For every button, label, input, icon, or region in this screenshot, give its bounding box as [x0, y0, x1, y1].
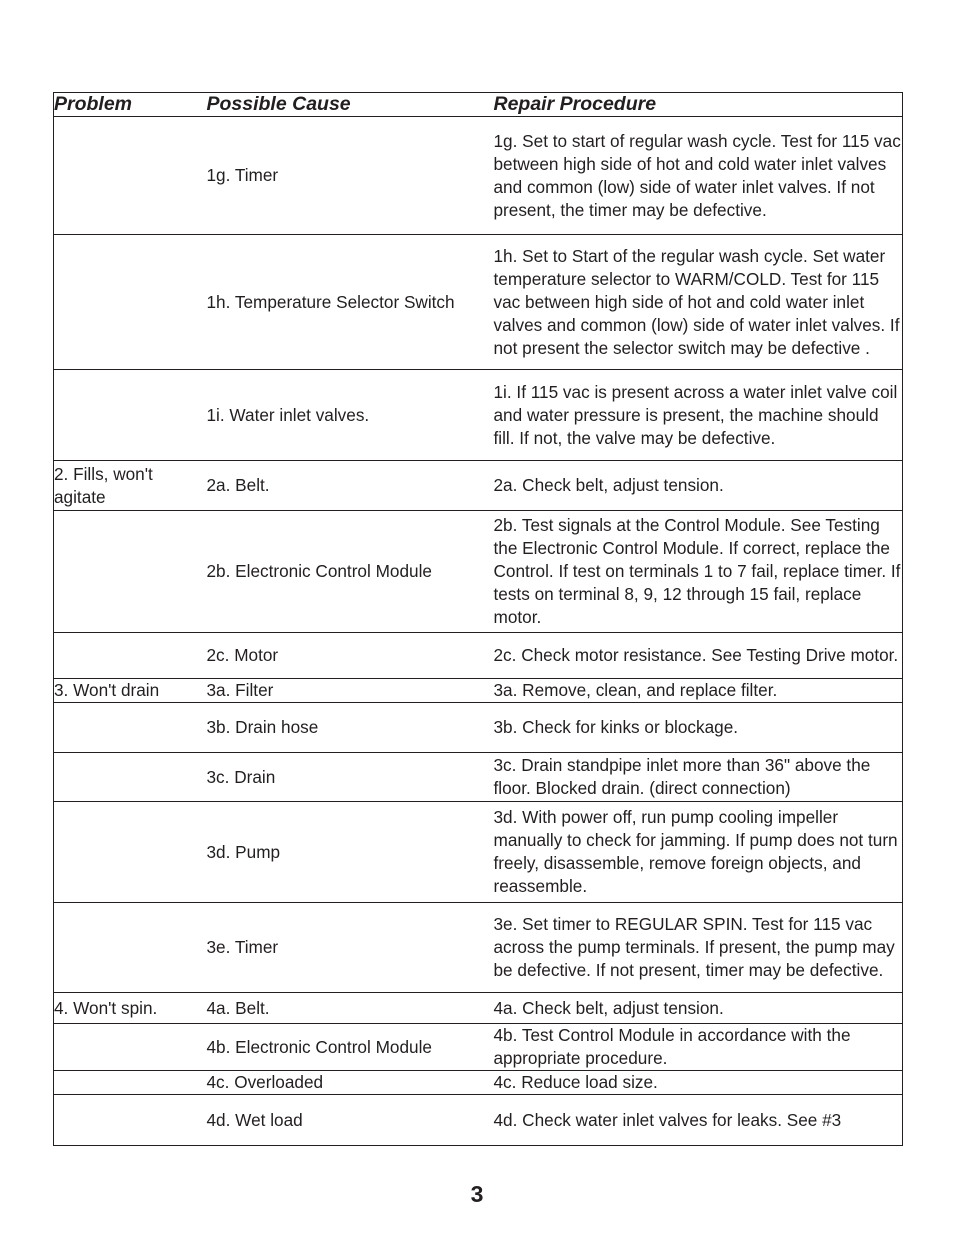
- problem-cell: [54, 802, 207, 903]
- cause-cell: 4b. Electronic Control Module: [207, 1024, 494, 1071]
- repair-cell: 3b. Check for kinks or blockage.: [494, 703, 903, 753]
- table-row: [54, 993, 903, 1024]
- repair-cell: 1i. If 115 vac is present across a water inlet valve coil and water pressure is present, the machine should fill. If not, the valve may be defective.: [494, 370, 903, 461]
- table-row: [54, 117, 903, 235]
- table-row: [54, 1071, 903, 1095]
- problem-cell: 2. Fills, won't agitate: [54, 461, 207, 511]
- problem-cell: [54, 903, 207, 993]
- cause-cell: 3d. Pump: [207, 802, 494, 903]
- repair-cell: 1g. Set to start of regular wash cycle. Test for 115 vac between high side of hot and cold water inlet valves and common (low) side of water inlet valves. If not present, the timer may be defective.: [494, 117, 903, 235]
- problem-cell: 4. Won't spin.: [54, 993, 207, 1024]
- table-row: [54, 633, 903, 679]
- problem-cell: [54, 703, 207, 753]
- cause-cell: 4d. Wet load: [207, 1095, 494, 1146]
- cause-cell: 2b. Electronic Control Module: [207, 511, 494, 633]
- repair-cell: 4a. Check belt, adjust tension.: [494, 993, 903, 1024]
- cause-cell: 1h. Temperature Selector Switch: [207, 235, 494, 370]
- problem-cell: [54, 753, 207, 802]
- table-row: [54, 370, 903, 461]
- table-row: [54, 679, 903, 703]
- cause-cell: 3c. Drain: [207, 753, 494, 802]
- table-row: [54, 1095, 903, 1146]
- problem-cell: [54, 235, 207, 370]
- table-row: [54, 1024, 903, 1071]
- table-row: [54, 235, 903, 370]
- table-header-row: [54, 93, 903, 117]
- repair-cell: 2a. Check belt, adjust tension.: [494, 461, 903, 511]
- cause-cell: 2c. Motor: [207, 633, 494, 679]
- repair-cell: 3a. Remove, clean, and replace filter.: [494, 679, 903, 703]
- cause-cell: 4c. Overloaded: [207, 1071, 494, 1095]
- cause-cell: 4a. Belt.: [207, 993, 494, 1024]
- cause-cell: 3e. Timer: [207, 903, 494, 993]
- table-row: [54, 511, 903, 633]
- troubleshooting-table: [53, 92, 903, 1146]
- problem-cell: [54, 633, 207, 679]
- problem-cell: 3. Won't drain: [54, 679, 207, 703]
- repair-cell: 3e. Set timer to REGULAR SPIN. Test for 115 vac across the pump terminals. If present, the pump may be defective. If not present, timer may be defective.: [494, 903, 903, 993]
- table-row: [54, 461, 903, 511]
- problem-cell: [54, 117, 207, 235]
- table-row: [54, 903, 903, 993]
- repair-cell: 4c. Reduce load size.: [494, 1071, 903, 1095]
- page-number: 3: [470, 1181, 484, 1207]
- repair-cell: 4b. Test Control Module in accordance with the appropriate procedure.: [494, 1024, 903, 1071]
- table-row: [54, 753, 903, 802]
- problem-cell: [54, 370, 207, 461]
- problem-cell: [54, 1024, 207, 1071]
- problem-cell: [54, 1071, 207, 1095]
- header-repair-procedure: Repair Procedure: [494, 93, 903, 117]
- repair-cell: 2b. Test signals at the Control Module. See Testing the Electronic Control Module. If correct, replace the Control. If test on terminals 1 to 7 fail, replace timer. If tests on terminal 8, 9, 12 through 15 fail, replace motor.: [494, 511, 903, 633]
- header-possible-cause: Possible Cause: [207, 93, 494, 117]
- repair-cell: 3d. With power off, run pump cooling impeller manually to check for jamming. If pump does not turn freely, disassemble, remove foreign objects, and reassemble.: [494, 802, 903, 903]
- repair-cell: 2c. Check motor resistance. See Testing Drive motor.: [494, 633, 903, 679]
- cause-cell: 2a. Belt.: [207, 461, 494, 511]
- cause-cell: 1i. Water inlet valves.: [207, 370, 494, 461]
- problem-cell: [54, 1095, 207, 1146]
- problem-cell: [54, 511, 207, 633]
- cause-cell: 3b. Drain hose: [207, 703, 494, 753]
- table-row: [54, 802, 903, 903]
- repair-cell: 3c. Drain standpipe inlet more than 36" above the floor. Blocked drain. (direct connection): [494, 753, 903, 802]
- table-row: [54, 703, 903, 753]
- repair-cell: 1h. Set to Start of the regular wash cycle. Set water temperature selector to WARM/COLD. Test for 115 vac between high side of hot and cold water inlet valves and common (low) side of water inlet valves. If not present the selector switch may be defective .: [494, 235, 903, 370]
- cause-cell: 3a. Filter: [207, 679, 494, 703]
- repair-cell: 4d. Check water inlet valves for leaks. See #3: [494, 1095, 903, 1146]
- header-problem: Problem: [54, 93, 207, 117]
- cause-cell: 1g. Timer: [207, 117, 494, 235]
